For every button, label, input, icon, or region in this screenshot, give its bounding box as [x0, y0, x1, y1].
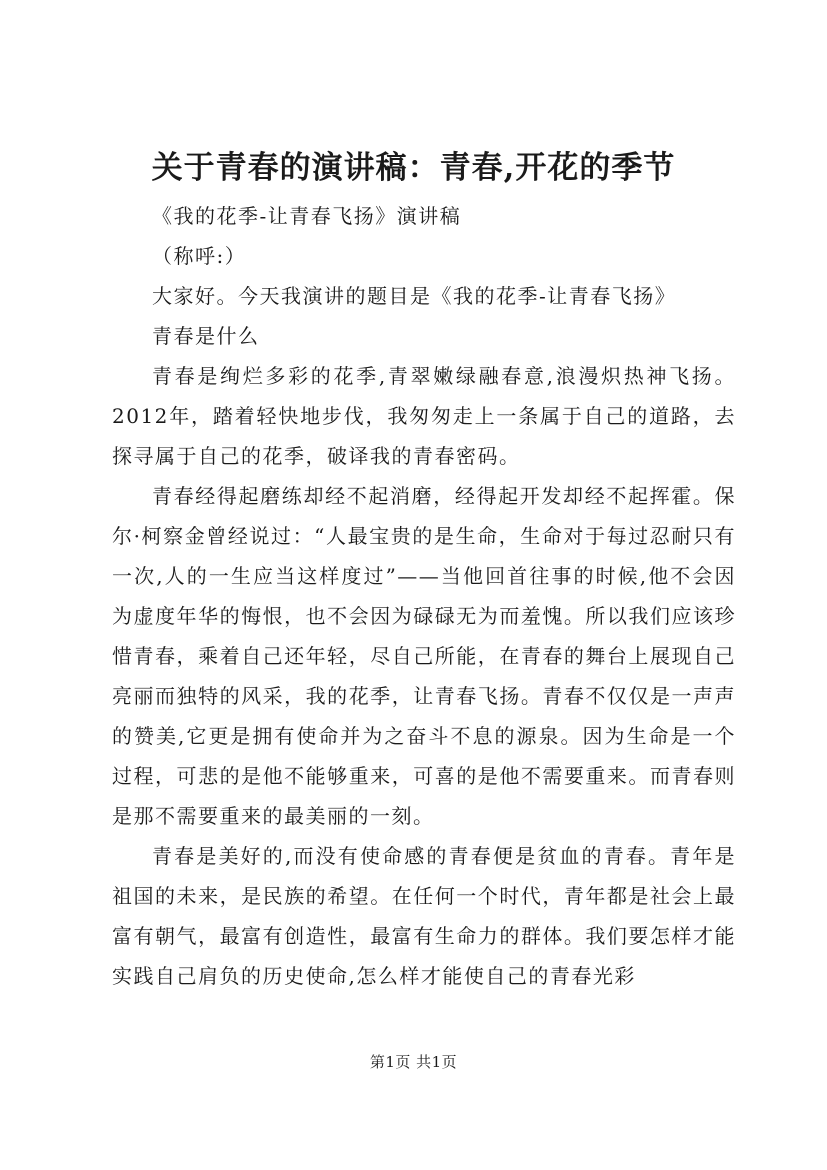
paragraph-body: 青春经得起磨练却经不起消磨，经得起开发却经不起挥霍。保尔·柯察金曾经说过：“人最宝贵的是生命，生命对于每过忍耐只有一次,人的一生应当这样度过”——当他回首往事的时候,他不会因为虚度年华的悔恨，也不会因为碌碌无为而羞愧。所以我们应该珍惜青春，乘着自己还年轻，尽自己所能，在青春的舞台上展现自己亮丽而独特的风采，我的花季，让青春飞扬。青春不仅仅是一声声的赞美,它更是拥有使命并为之奋斗不息的源泉。因为生命是一个过程，可悲的是他不能够重来，可喜的是他不需要重来。而青春则是那不需要重来的最美丽的一刻。: [112, 484, 736, 828]
page-footer: 第1页 共1页: [369, 1053, 458, 1071]
paragraph-greeting: 大家好。今天我演讲的题目是《我的花季-让青春飞扬》: [152, 284, 677, 308]
document-title: 关于青春的演讲稿：青春,开花的季节: [151, 150, 676, 186]
paragraph-body: 青春是绚烂多彩的花季,青翠嫩绿融春意,浪漫炽热神飞扬。2012年，踏着轻快地步伐，我匆匆走上一条属于自己的道路，去探寻属于自己的花季，破译我的青春密码。: [112, 364, 736, 468]
paragraph-subtitle: 《我的花季-让青春飞扬》演讲稿: [152, 204, 462, 228]
document-body: [112, 196, 736, 996]
paragraph-body: 青春是美好的,而没有使命感的青春便是贫血的青春。青年是祖国的未来，是民族的希望。在任何一个时代，青年都是社会上最富有朝气，最富有创造性，最富有生命力的群体。我们要怎样才能实践自己肩负的历史使命,怎么样才能使自己的青春光彩: [112, 844, 736, 988]
paragraph-salutation: （称呼:）: [152, 244, 247, 268]
paragraph-question: 青春是什么: [152, 324, 260, 348]
